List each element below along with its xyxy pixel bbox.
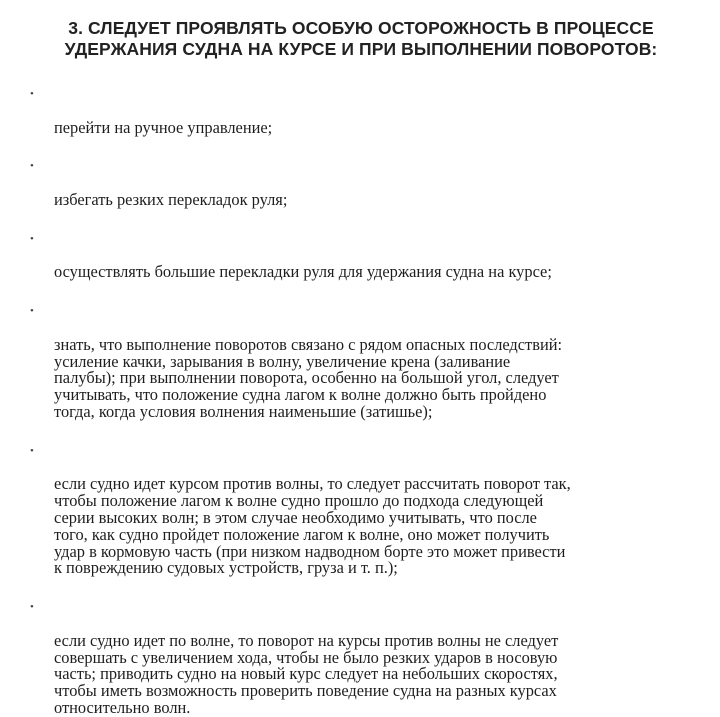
list-item-text: избегать резких перекладок руля; — [54, 189, 288, 209]
slide-title: 3. СЛЕДУЕТ ПРОЯВЛЯТЬ ОСОБУЮ ОСТОРОЖНОСТЬ В ПРОЦЕССЕ УДЕРЖАНИЯ СУДНА НА КУРСЕ И ПРИ ВЫПОЛНЕНИИ ПОВОРОТОВ: — [64, 18, 658, 59]
bullet-icon: • — [30, 444, 34, 457]
list-item-text: осуществлять большие перекладки руля для удержания судна на курсе; — [54, 262, 552, 282]
list-item — [28, 231, 694, 281]
list-item-text: перейти на ручное управление; — [54, 117, 273, 137]
list-item-text: если судно идет курсом против волны, то следует рассчитать поворот так, чтобы положение лагом к волне судно прошло до подхода следующей серии высоких волн; в этом случае необходимо учитывать, что после того, как судно пройдет положение лагом к волне, оно может получить удар в кормовую часть (при низком надводном борте это может привести к повреждению судовых устройств, груза и т. п.); — [54, 474, 571, 578]
list-item-text: знать, что выполнение поворотов связано с рядом опасных последствий: усиление качки, зарывания в волну, увеличение крена (заливание палубы); при выполнении поворота, особенно на большой угол, следует учитывать, что положение судна лагом к волне должно быть пройдено тогда, когда условия волнения наименьшие (затишье); — [54, 334, 563, 421]
bullet-icon: • — [30, 305, 34, 318]
bullet-list — [28, 86, 694, 717]
bullet-icon: • — [30, 88, 34, 100]
list-item — [28, 303, 694, 421]
list-item — [28, 599, 694, 717]
bullet-icon: • — [30, 160, 34, 173]
list-item — [28, 158, 694, 208]
list-item-text: если судно идет по волне, то поворот на курсы против волны не следует совершать с увеличением хода, чтобы не было резких ударов в носовую часть; приводить судно на новый курс следует на небольших скоростях, чтобы иметь возможность проверить поведение судна на разных курсах относительно волн. — [54, 630, 559, 717]
list-item — [28, 86, 694, 136]
bullet-icon: • — [30, 232, 34, 245]
list-item — [28, 443, 694, 577]
bullet-icon: • — [30, 601, 34, 614]
